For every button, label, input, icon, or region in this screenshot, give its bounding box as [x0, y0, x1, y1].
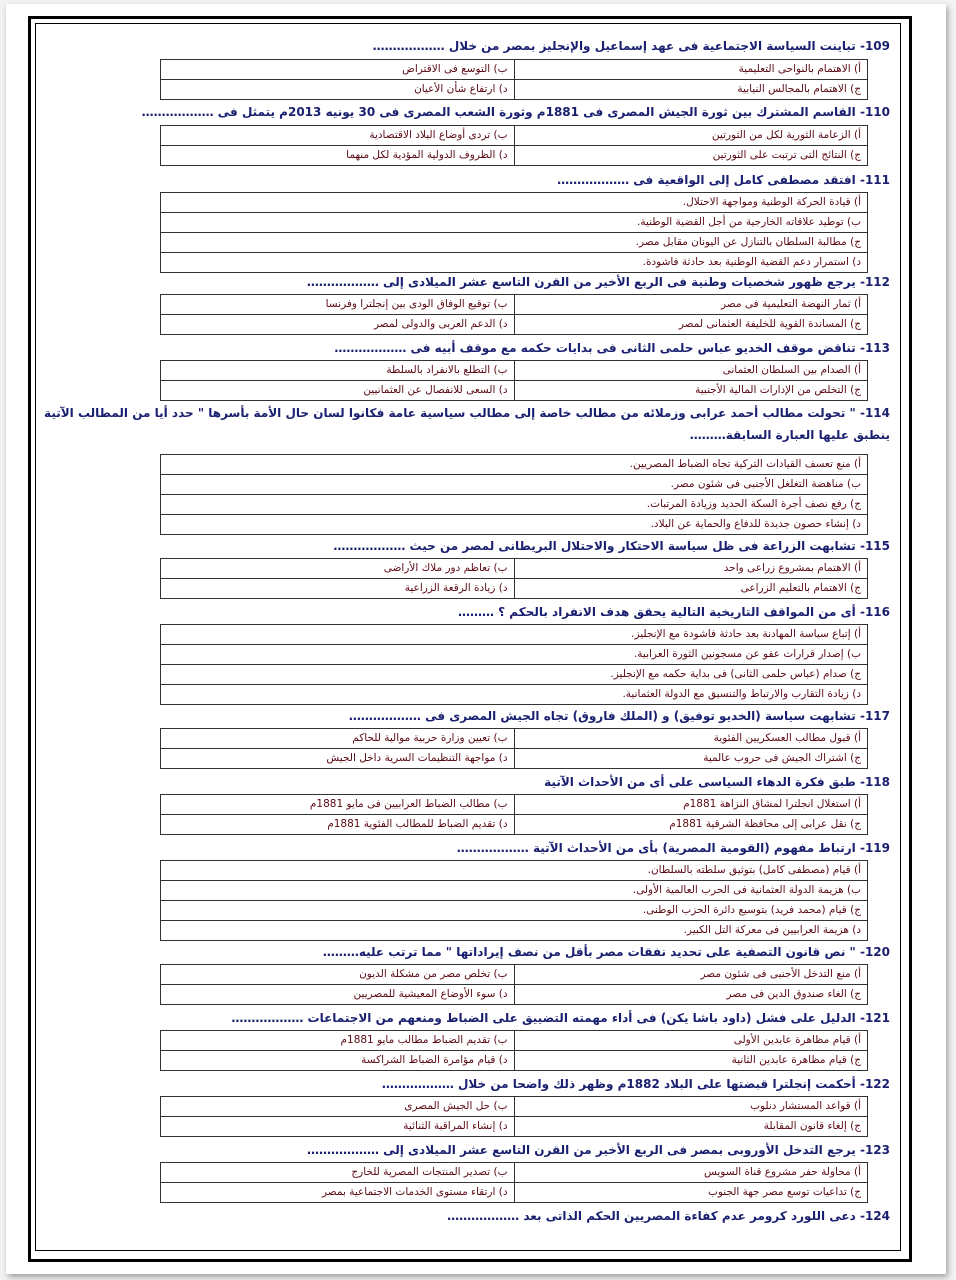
option-b[interactable]: ب) إصدار قرارات عفو عن مسجونين الثورة العرابية. — [161, 645, 868, 665]
option-a[interactable]: أ) الزعامة الثورية لكل من الثورتين — [514, 126, 868, 146]
question-number: 114 — [864, 406, 890, 420]
question-text: تباينت السياسة الاجتماعية فى عهد إسماعيل والإنجليز بمصر من خلال ……………… — [372, 39, 856, 53]
question-number: 113 — [864, 341, 890, 355]
question-118: 118- طبق فكرة الدهاء السياسى على أى من الأحداث الآتية — [544, 775, 890, 789]
question-text: أحكمت إنجلترا قبضتها على البلاد 1882م وظهر ذلك واضحا من خلال ……………… — [381, 1077, 856, 1091]
option-d[interactable]: د) هزيمة العرابيين فى معركة التل الكبير. — [161, 921, 868, 941]
option-a[interactable]: أ) قيام مظاهرة عابدين الأولى — [514, 1031, 868, 1051]
option-d[interactable]: د) قيام مؤامرة الضباط الشراكسة — [161, 1051, 515, 1071]
options-112 — [160, 294, 868, 335]
option-b[interactable]: ب) توطيد علاقاته الخارجية من أجل القضية الوطنية. — [161, 213, 868, 233]
question-text: تشابهت الزراعة فى ظل سياسة الاحتكار والاحتلال البريطانى لمصر من حيث ……………… — [333, 539, 856, 553]
options-123 — [160, 1162, 868, 1203]
option-c[interactable]: ج) الاهتمام بالمجالس النيابية — [514, 80, 868, 100]
option-c[interactable]: ج) النتائج التى ترتبت على الثورتين — [514, 146, 868, 166]
question-number: 118 — [864, 775, 890, 789]
option-b[interactable]: ب) تخلص مصر من مشكلة الديون — [161, 965, 515, 985]
option-c[interactable]: ج) قيام مظاهرة عابدين الثانية — [514, 1051, 868, 1071]
question-114: 114- " تحولت مطالب أحمد عرابى وزملائه من مطالب خاصة إلى مطالب سياسية عامة فكانوا لسان حال الأمة بأسرها " حدد أيا من المطالب الآتية ينطبق عليها العبارة السابقة……… — [44, 406, 890, 442]
option-b[interactable]: ب) التوسع فى الاقتراض — [161, 60, 515, 80]
question-110: 110- القاسم المشترك بين ثورة الجيش المصرى فى 1881م وثورة الشعب المصرى فى 30 يونيه 2013م يتمثل فى ……………… — [141, 105, 890, 119]
question-number: 110 — [864, 105, 890, 119]
option-d[interactable]: د) السعى للانفصال عن العثمانيين — [161, 381, 515, 401]
question-number: 109 — [864, 39, 890, 53]
option-a[interactable]: أ) إتباع سياسة المهادنة بعد حادثة فاشودة مع الإنجليز. — [161, 625, 868, 645]
question-number: 116 — [864, 605, 890, 619]
options-115 — [160, 558, 868, 599]
question-text: القاسم المشترك بين ثورة الجيش المصرى فى 1881م وثورة الشعب المصرى فى 30 يونيه 2013م يتمثل فى ……………… — [141, 105, 856, 119]
question-number: 122 — [864, 1077, 890, 1091]
question-109: 109- تباينت السياسة الاجتماعية فى عهد إسماعيل والإنجليز بمصر من خلال ……………… — [372, 39, 890, 53]
option-b[interactable]: ب) تردى أوضاع البلاد الاقتصادية — [161, 126, 515, 146]
option-d[interactable]: د) الدعم العربى والدولى لمصر — [161, 315, 515, 335]
question-text: الدليل على فشل (داود باشا يكن) فى أداء مهمته التضييق على الضباط ومنعهم من الاجتماعات ……………… — [231, 1011, 856, 1025]
option-d[interactable]: د) زيادة التقارب والارتباط والتنسيق مع الدولة العثمانية. — [161, 685, 868, 705]
option-c[interactable]: ج) الاهتمام بالتعليم الزراعى — [514, 579, 868, 599]
option-a[interactable]: أ) الاهتمام بمشروع زراعى واحد — [514, 559, 868, 579]
option-b[interactable]: ب) تقديم الضباط مطالب مايو 1881م — [161, 1031, 515, 1051]
option-b[interactable]: ب) هزيمة الدولة العثمانية فى الحرب العالمية الأولى. — [161, 881, 868, 901]
option-c[interactable]: ج) اشتراك الجيش فى حروب عالمية — [514, 749, 868, 769]
option-a[interactable]: أ) منع تعسف القيادات التركية تجاه الضباط المصريين. — [161, 455, 868, 475]
question-116: 116- أى من المواقف التاريخية التالية يحقق هدف الانفراد بالحكم ؟ ……… — [457, 605, 890, 619]
question-119: 119- ارتباط مفهوم (القومية المصرية) بأى من الأحداث الآتية ……………… — [456, 841, 890, 855]
option-b[interactable]: ب) تعاظم دور ملاك الأراضى — [161, 559, 515, 579]
options-122 — [160, 1096, 868, 1137]
option-b[interactable]: ب) مطالب الضباط العرابيين فى مايو 1881م — [161, 795, 515, 815]
option-a[interactable]: أ) قيادة الحركة الوطنية ومواجهة الاحتلال. — [161, 193, 868, 213]
options-114 — [160, 454, 868, 535]
option-a[interactable]: أ) قبول مطالب العسكريين الفئوية — [514, 729, 868, 749]
option-a[interactable]: أ) قيام (مصطفى كامل) بتوثيق سلطته بالسلطان. — [161, 861, 868, 881]
question-112: 112- يرجع ظهور شخصيات وطنية فى الربع الأخير من القرن التاسع عشر الميلادى إلى ……………… — [306, 275, 890, 289]
option-a[interactable]: أ) منع التدخل الأجنبى فى شئون مصر — [514, 965, 868, 985]
option-a[interactable]: أ) الاهتمام بالنواحى التعليمية — [514, 60, 868, 80]
option-c[interactable]: ج) رفع نصف أجرة السكة الحديد وزيادة المرتبات. — [161, 495, 868, 515]
question-number: 120 — [864, 945, 890, 959]
question-number: 121 — [864, 1011, 890, 1025]
option-d[interactable]: د) زيادة الرقعة الزراعية — [161, 579, 515, 599]
option-b[interactable]: ب) تعيين وزارة حربية موالية للحاكم — [161, 729, 515, 749]
options-119 — [160, 860, 868, 941]
question-124: 124- دعى اللورد كرومر عدم كفاءة المصريين الحكم الذاتى بعد ……………… — [447, 1209, 890, 1223]
options-116 — [160, 624, 868, 705]
option-c[interactable]: ج) تداعيات توسع مصر جهة الجنوب — [514, 1183, 868, 1203]
option-d[interactable]: د) ارتقاء مستوى الخدمات الاجتماعية بمصر — [161, 1183, 515, 1203]
question-number: 124 — [864, 1209, 890, 1223]
question-text: ارتباط مفهوم (القومية المصرية) بأى من الأحداث الآتية ……………… — [456, 841, 856, 855]
options-118 — [160, 794, 868, 835]
question-123: 123- يرجع التدخل الأوروبى بمصر فى الربع الأخير من القرن التاسع عشر الميلادى إلى ……………… — [306, 1143, 890, 1157]
option-a[interactable]: أ) محاولة حفر مشروع قناة السويس — [514, 1163, 868, 1183]
option-b[interactable]: ب) توقيع الوفاق الودى بين إنجلترا وفرنسا — [161, 295, 515, 315]
option-d[interactable]: د) سوء الأوضاع المعيشية للمصريين — [161, 985, 515, 1005]
question-122: 122- أحكمت إنجلترا قبضتها على البلاد 1882م وظهر ذلك واضحا من خلال ……………… — [381, 1077, 890, 1091]
option-c[interactable]: ج) صدام (عباس حلمى الثانى) فى بداية حكمه مع الإنجليز. — [161, 665, 868, 685]
option-b[interactable]: ب) التطلع بالانفراد بالسلطة — [161, 361, 515, 381]
question-text: يرجع ظهور شخصيات وطنية فى الربع الأخير من القرن التاسع عشر الميلادى إلى ……………… — [306, 275, 856, 289]
option-d[interactable]: د) الظروف الدولية المؤدية لكل منهما — [161, 146, 515, 166]
option-b[interactable]: ب) تصدير المنتجات المصرية للخارج — [161, 1163, 515, 1183]
question-number: 117 — [864, 709, 890, 723]
option-b[interactable]: ب) حل الجيش المصرى — [161, 1097, 515, 1117]
options-120 — [160, 964, 868, 1005]
question-number: 115 — [864, 539, 890, 553]
option-d[interactable]: د) ارتفاع شأن الأعيان — [161, 80, 515, 100]
options-121 — [160, 1030, 868, 1071]
question-121: 121- الدليل على فشل (داود باشا يكن) فى أداء مهمته التضييق على الضباط ومنعهم من الاجتماعات ……………… — [231, 1011, 890, 1025]
question-text: دعى اللورد كرومر عدم كفاءة المصريين الحكم الذاتى بعد ……………… — [447, 1209, 856, 1223]
question-117: 117- تشابهت سياسة (الخديو توفيق) و (الملك فاروق) تجاه الجيش المصرى فى ……………… — [348, 709, 890, 723]
option-a[interactable]: أ) قواعد المستشار دنلوب — [514, 1097, 868, 1117]
question-number: 119 — [864, 841, 890, 855]
options-117 — [160, 728, 868, 769]
option-a[interactable]: أ) الصدام بين السلطان العثمانى — [514, 361, 868, 381]
option-c[interactable]: ج) إلغاء قانون المقابلة — [514, 1117, 868, 1137]
option-d[interactable]: د) مواجهة التنظيمات السرية داخل الجيش — [161, 749, 515, 769]
question-113: 113- تناقض موقف الخديو عباس حلمى الثانى فى بدايات حكمه مع موقف أبيه فى ……………… — [334, 341, 890, 355]
question-115: 115- تشابهت الزراعة فى ظل سياسة الاحتكار والاحتلال البريطانى لمصر من حيث ……………… — [333, 539, 890, 553]
option-b[interactable]: ب) مناهضة التغلغل الأجنبى فى شئون مصر. — [161, 475, 868, 495]
question-text: تشابهت سياسة (الخديو توفيق) و (الملك فاروق) تجاه الجيش المصرى فى ……………… — [348, 709, 856, 723]
question-number: 123 — [864, 1143, 890, 1157]
question-text: طبق فكرة الدهاء السياسى على أى من الأحداث الآتية — [544, 775, 856, 789]
questions-area — [40, 28, 896, 1248]
option-d[interactable]: د) إنشاء المراقبة الثنائية — [161, 1117, 515, 1137]
question-text: تناقض موقف الخديو عباس حلمى الثانى فى بدايات حكمه مع موقف أبيه فى ……………… — [334, 341, 856, 355]
question-text: " تحولت مطالب أحمد عرابى وزملائه من مطالب خاصة إلى مطالب سياسية عامة فكانوا لسان حال الأمة بأسرها " حدد أيا من المطالب الآتية ينطبق عليها العبارة السابقة……… — [44, 406, 890, 442]
question-120: 120- " نص قانون التصفية على تحديد نفقات مصر بأقل من نصف إيراداتها " مما ترتب عليه……… — [322, 945, 890, 959]
option-c[interactable]: ج) المساندة القوية للخليفة العثمانى لمصر — [514, 315, 868, 335]
option-c[interactable]: ج) الغاء صندوق الدين فى مصر — [514, 985, 868, 1005]
option-c[interactable]: ج) نقل عرابى إلى محافظة الشرقية 1881م — [514, 815, 868, 835]
question-text: " نص قانون التصفية على تحديد نفقات مصر بأقل من نصف إيراداتها " مما ترتب عليه……… — [322, 945, 856, 959]
question-number: 112 — [864, 275, 890, 289]
question-111: 111- افتقد مصطفى كامل إلى الواقعية فى ……………… — [557, 173, 890, 187]
question-number: 111 — [864, 173, 890, 187]
question-text: يرجع التدخل الأوروبى بمصر فى الربع الأخير من القرن التاسع عشر الميلادى إلى ……………… — [306, 1143, 856, 1157]
option-c[interactable]: ج) التخلص من الإدارات المالية الأجنبية — [514, 381, 868, 401]
options-110 — [160, 125, 868, 166]
option-d[interactable]: د) استمرار دعم القضية الوطنية بعد حادثة فاشودة. — [161, 253, 868, 273]
question-text: افتقد مصطفى كامل إلى الواقعية فى ……………… — [557, 173, 856, 187]
question-text: أى من المواقف التاريخية التالية يحقق هدف الانفراد بالحكم ؟ ……… — [457, 605, 856, 619]
option-c[interactable]: ج) قيام (محمد فريد) بتوسيع دائرة الحزب الوطنى. — [161, 901, 868, 921]
option-c[interactable]: ج) مطالبة السلطان بالتنازل عن اليونان مقابل مصر. — [161, 233, 868, 253]
options-113 — [160, 360, 868, 401]
options-111 — [160, 192, 868, 273]
option-a[interactable]: أ) ثمار النهضة التعليمية فى مصر — [514, 295, 868, 315]
option-d[interactable]: د) تقديم الضباط للمطالب الفئوية 1881م — [161, 815, 515, 835]
option-a[interactable]: أ) استغلال انجلترا لمشاق النزاهة 1881م — [514, 795, 868, 815]
options-109 — [160, 59, 868, 100]
option-d[interactable]: د) إنشاء حصون جديدة للدفاع والحماية عن البلاد. — [161, 515, 868, 535]
